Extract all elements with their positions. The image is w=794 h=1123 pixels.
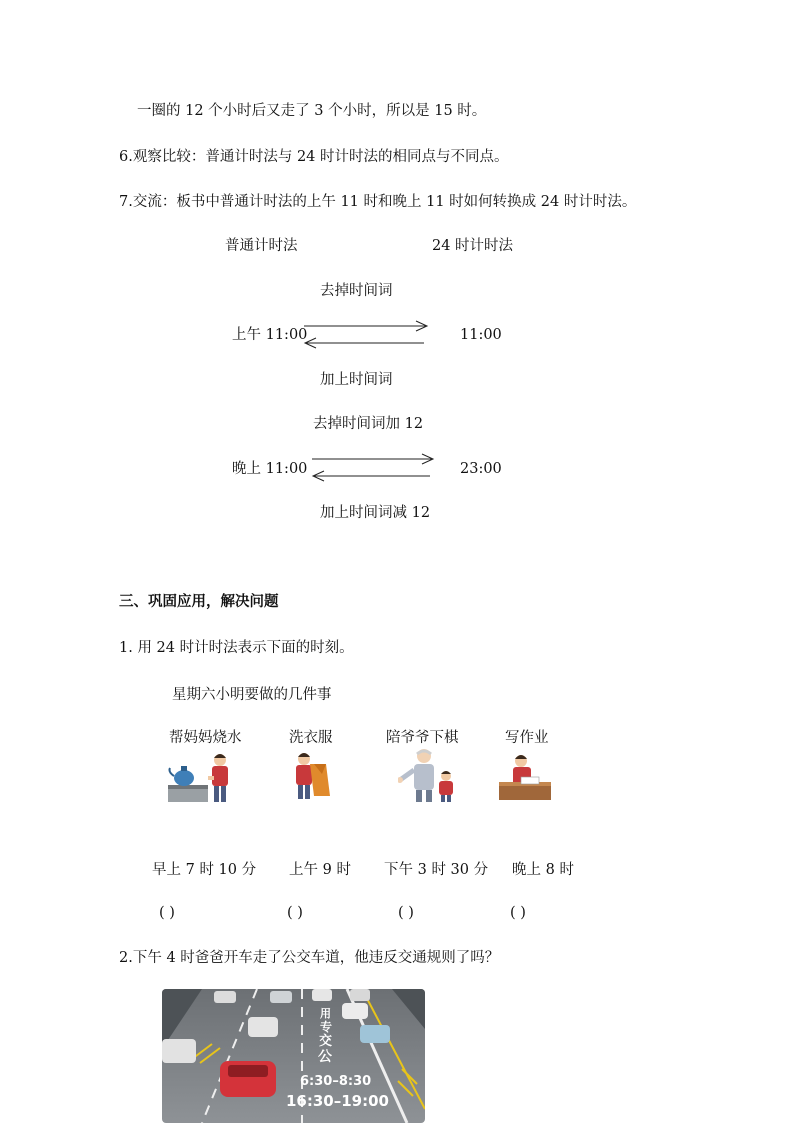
lane-char-4: 公 (318, 1049, 332, 1065)
bus-lane-time-2: 16:30–19:00 (286, 1092, 389, 1110)
task-list-title: 星期六小明要做的几件事 (172, 687, 332, 703)
car-1 (214, 991, 236, 1003)
lane-char-2: 专 (320, 1020, 333, 1034)
lane-char-1: 用 (320, 1007, 331, 1020)
answer-blank-4[interactable]: ( ) (510, 905, 526, 921)
row2-arrows (308, 451, 438, 483)
row1-right-value: 11:00 (460, 327, 502, 343)
question-2: 2.下午 4 时爸爸开车走了公交车道，他违反交通规则了吗？ (119, 950, 500, 966)
car-3 (312, 989, 332, 1001)
task-label-2: 洗衣服 (289, 730, 333, 746)
section-heading: 三、巩固应用，解决问题 (119, 594, 279, 610)
task-label-3: 陪爷爷下棋 (386, 730, 459, 746)
diagram-col-left: 普通计时法 (225, 238, 298, 254)
car-8 (162, 1039, 196, 1063)
text-line-1: 一圈的 12 个小时后又走了 3 个小时，所以是 15 时。 (137, 103, 487, 119)
task-time-3: 下午 3 时 30 分 (384, 862, 489, 878)
row2-left-value: 晚上 11:00 (232, 461, 308, 477)
laundry-boy-icon (292, 750, 332, 800)
row1-arrows (300, 318, 432, 350)
car-4 (350, 989, 370, 1001)
question-1: 1. 用 24 时计时法表示下面的时刻。 (119, 640, 354, 656)
car-2 (270, 991, 292, 1003)
grandpa-boy-icon (398, 746, 458, 802)
row1-left-value: 上午 11:00 (232, 327, 308, 343)
kettle-boy-icon (168, 750, 234, 804)
row2-top-label: 去掉时间词加 12 (313, 416, 424, 432)
row1-bottom-label: 加上时间词 (320, 372, 393, 388)
task-time-1: 早上 7 时 10 分 (152, 862, 257, 878)
answer-blank-3[interactable]: ( ) (398, 905, 414, 921)
homework-boy-icon (499, 752, 551, 800)
car-7 (360, 1025, 390, 1043)
text-line-7: 7.交流：板书中普通计时法的上午 11 时和晚上 11 时如何转换成 24 时计时法。 (119, 194, 637, 210)
row2-right-value: 23:00 (460, 461, 502, 477)
answer-blank-1[interactable]: ( ) (159, 905, 175, 921)
car-6 (248, 1017, 278, 1037)
task-label-1: 帮妈妈烧水 (169, 730, 242, 746)
bus-lane-time-1: 6:30–8:30 (300, 1074, 372, 1089)
row1-top-label: 去掉时间词 (320, 283, 393, 299)
task-label-4: 写作业 (505, 730, 549, 746)
row2-bottom-label: 加上时间词减 12 (320, 505, 431, 521)
car-5 (342, 1003, 368, 1019)
lane-char-3: 交 (319, 1034, 333, 1049)
task-time-4: 晚上 8 时 (512, 862, 574, 878)
bus-lane-photo (162, 989, 425, 1123)
task-time-2: 上午 9 时 (289, 862, 351, 878)
text-line-6: 6.观察比较：普通计时法与 24 时计时法的相同点与不同点。 (119, 149, 509, 165)
diagram-col-right: 24 时计时法 (432, 238, 514, 254)
answer-blank-2[interactable]: ( ) (287, 905, 303, 921)
